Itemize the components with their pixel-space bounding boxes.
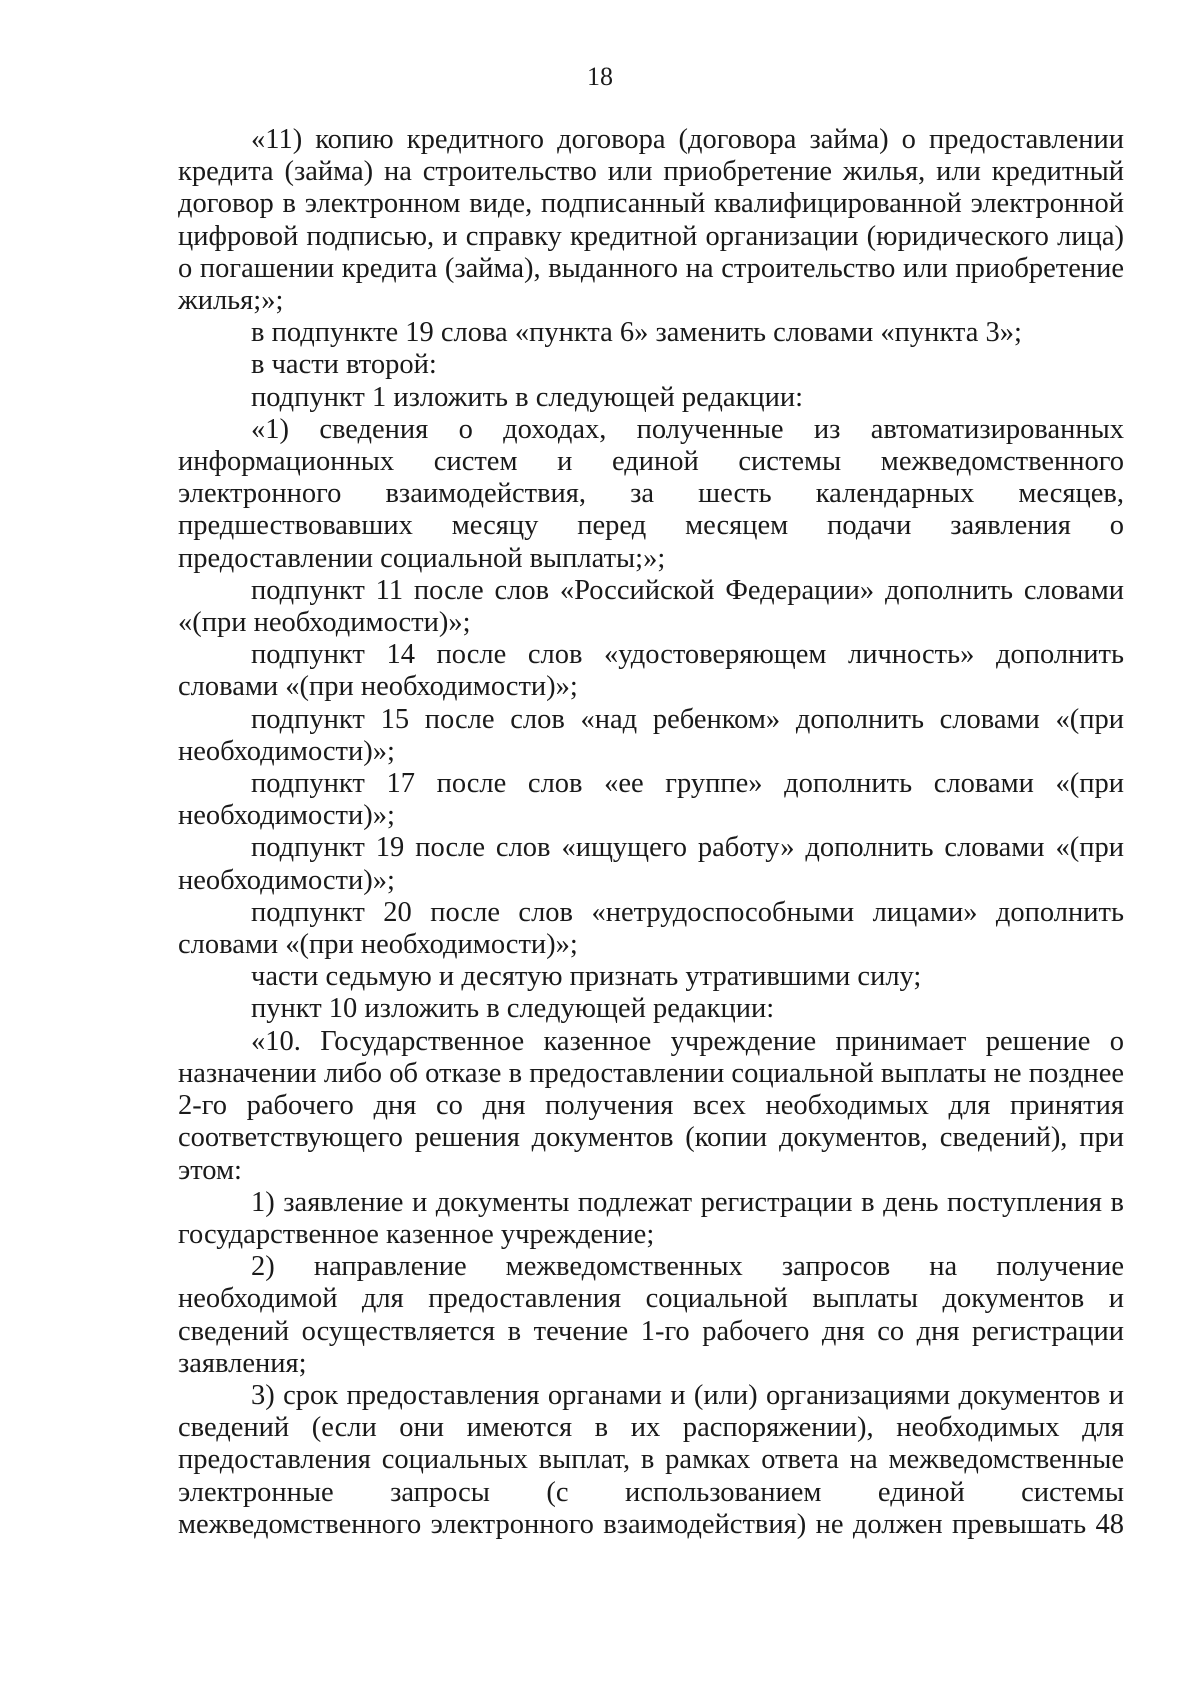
paragraph-subpoint-19: подпункт 19 после слов «ищущего работу» дополнить словами «(при необходимости)»; [178,832,1124,896]
paragraph-subpoint-11-text: «11) копию кредитного договора (договора займа) о предоставлении кредита (займа) на строительство или приобретение жилья, или кредитный договор в электронном виде, подписанный квалифицированной электронной цифровой подписью, и справку кредитной организации (юридического лица) о погашении кредита (займа), выданного на строительство или приобретение жилья;»; [178,124,1124,317]
paragraph-item-3: 3) срок предоставления органами и (или) организациями документов и сведений (если они имеются в их распоряжении), необходимых для предоставления социальных выплат, в рамках ответа на межведомственные электронные запросы (с использованием единой системы межведомственного электронного взаимодействия) не должен превышать 48 [178,1379,1124,1540]
paragraph-point-10-text: «10. Государственное казенное учреждение принимает решение о назначении либо об отказе в предоставлении социальной выплаты не позднее 2-го рабочего дня со дня получения всех необходимых для принятия соответствующего решения документов (копии документов, сведений), при этом: [178,1025,1124,1186]
paragraph-subpoint-1-intro: подпункт 1 изложить в следующей редакции: [251,381,804,413]
paragraph-subpoint-11: подпункт 11 после слов «Российской Федерации» дополнить словами «(при необходимости)»; [178,574,1124,639]
paragraph-part-two: в части второй: [251,349,437,381]
paragraph-subpoint-14: подпункт 14 после слов «удостоверяющем личность» дополнить словами «(при необходимости)»; [178,639,1124,703]
paragraph-item-2: 2) направление межведомственных запросов на получение необходимой для предоставления социальной выплаты документов и сведений осуществляется в течение 1-го рабочего дня со дня регистрации заявления; [178,1251,1124,1379]
paragraph-subpoint-15: подпункт 15 после слов «над ребенком» дополнить словами «(при необходимости)»; [178,703,1124,767]
paragraph-subpoint-17: подпункт 17 после слов «ее группе» дополнить словами «(при необходимости)»; [178,768,1124,832]
paragraph-subpoint-1-text: «1) сведения о доходах, полученные из автоматизированных информационных систем и единой системы межведомственного электронного взаимодействия, за шесть календарных месяцев, предшествовавших месяцу перед месяцем подачи заявления о предоставлении социальной выплаты;»; [178,413,1124,574]
paragraph-parts-repealed: части седьмую и десятую признать утратившими силу; [251,961,922,993]
paragraph-point-10-intro: пункт 10 изложить в следующей редакции: [251,993,775,1025]
paragraph-subpoint-20: подпункт 20 после слов «нетрудоспособными лицами» дополнить словами «(при необходимости)»; [178,896,1124,961]
document-body [178,124,1124,1541]
paragraph-item-1: 1) заявление и документы подлежат регистрации в день поступления в государственное казенное учреждение; [178,1186,1124,1250]
page-number: 18 [587,62,613,91]
paragraph-subpoint-19-replace: в подпункте 19 слова «пункта 6» заменить словами «пункта 3»; [251,317,1022,349]
